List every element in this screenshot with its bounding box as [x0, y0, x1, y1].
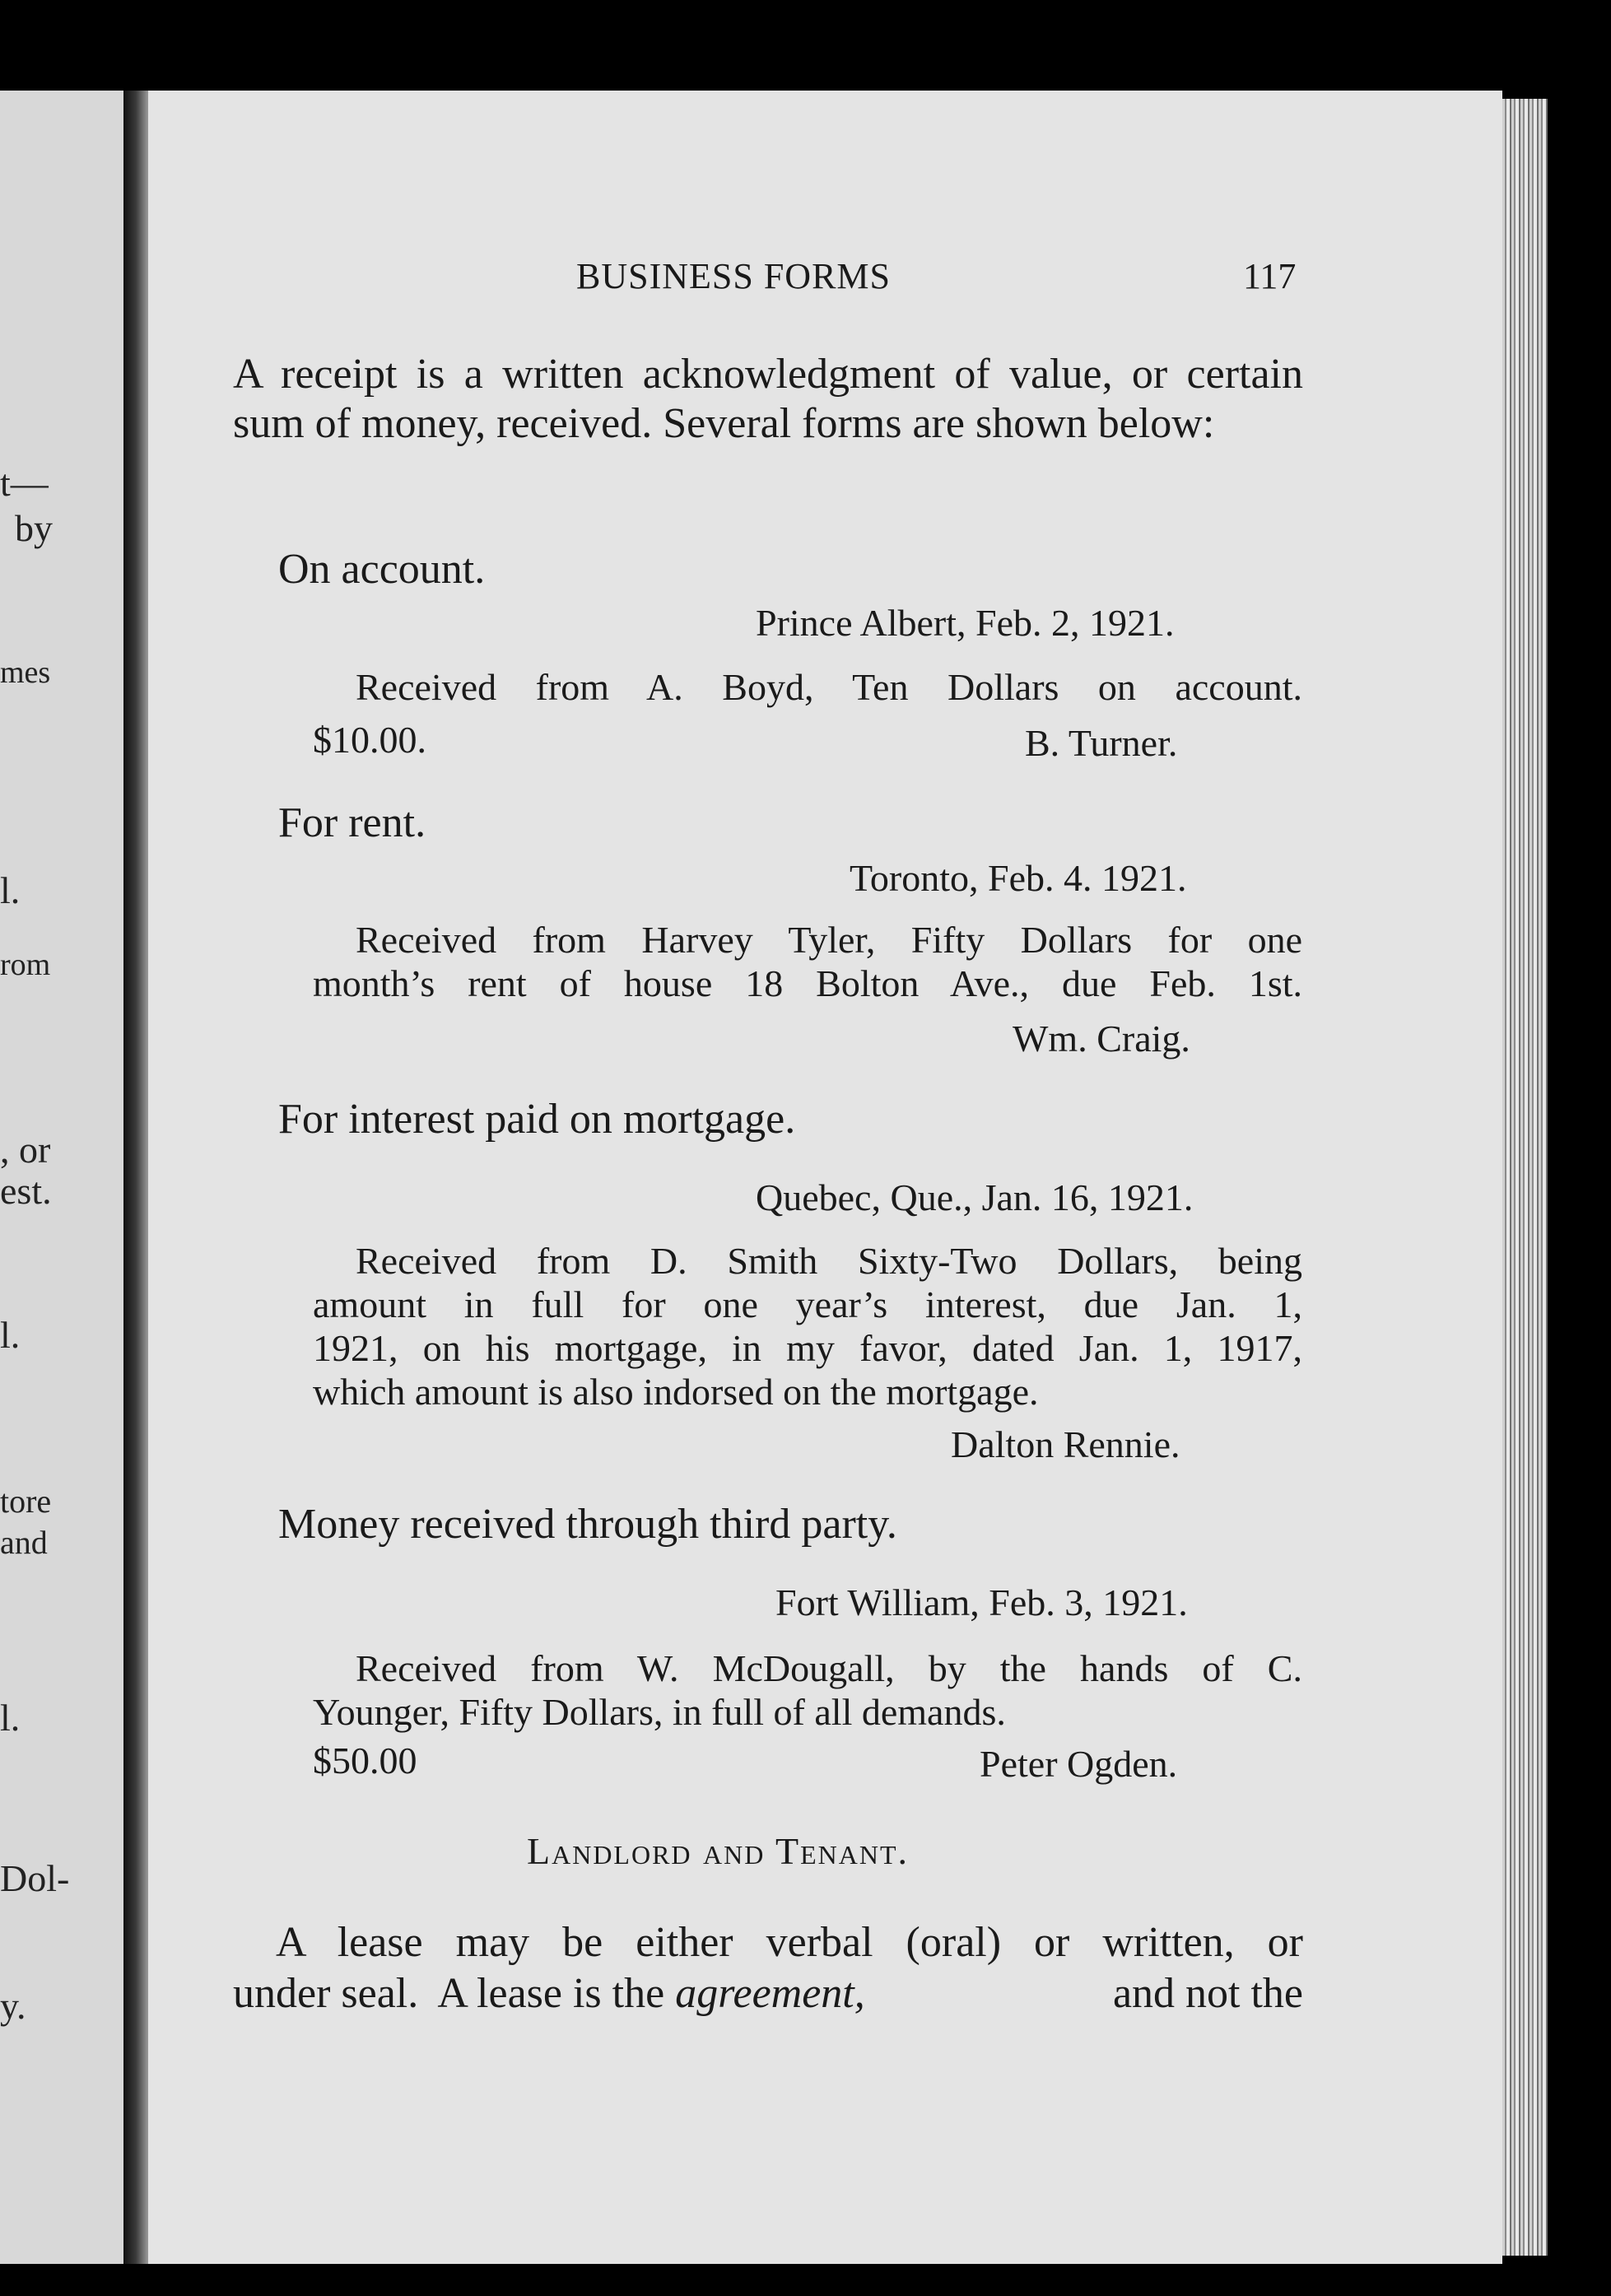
prev-page-fragment: t— [0, 462, 49, 504]
book-gutter [123, 91, 148, 2264]
receipt-place-date: Quebec, Que., Jan. 16, 1921. [756, 1176, 1194, 1218]
receipt-signature: Dalton Rennie. [951, 1423, 1180, 1465]
prev-page-fragment: y. [0, 1985, 26, 2027]
prev-page-fragment: and [0, 1524, 48, 1561]
intro-paragraph: A receipt is a written acknowledgment of value, or certain sum of money, received. Several forms are shown below: [233, 351, 1303, 447]
prev-page-fragment: l. [0, 1697, 21, 1739]
lease-text: under seal. A lease is the [233, 1970, 676, 2017]
prev-page-fragment: , or [0, 1129, 51, 1171]
lease-emphasis: agreement, [675, 1970, 865, 2017]
prev-page-fragment: tore [0, 1483, 52, 1520]
receipt-body-line: 1921, on his mortgage, in my favor, dated Jan. 1, 1917, [313, 1327, 1302, 1369]
receipt-body-line: month’s rent of house 18 Bolton Ave., due Feb. 1st. [313, 962, 1302, 1004]
receipt-place-date: Toronto, Feb. 4. 1921. [850, 857, 1187, 899]
receipt-body-line: Younger, Fifty Dollars, in full of all demands. [313, 1691, 1006, 1733]
prev-page-fragment: by [15, 507, 53, 549]
receipt-body-line: Received from Harvey Tyler, Fifty Dollars for one [356, 919, 1302, 961]
receipt-signature: Peter Ogden. [980, 1743, 1178, 1785]
receipt-heading: For interest paid on mortgage. [278, 1096, 796, 1143]
lease-paragraph-line: A lease may be either verbal (oral) or written, or [276, 1919, 1303, 1966]
previous-page-edge [0, 91, 123, 2264]
prev-page-fragment: l. [0, 1314, 21, 1356]
receipt-heading: On account. [278, 546, 486, 593]
receipt-signature: B. Turner. [1025, 722, 1178, 764]
receipt-amount: $50.00 [313, 1739, 417, 1781]
receipt-body-line: Received from W. McDougall, by the hands of C. [356, 1647, 1302, 1689]
receipt-amount: $10.00. [313, 719, 426, 761]
page-stack-edge [1502, 99, 1548, 2256]
receipt-body-line: which amount is also indorsed on the mortgage. [313, 1371, 1039, 1413]
receipt-place-date: Fort William, Feb. 3, 1921. [775, 1581, 1188, 1623]
receipt-place-date: Prince Albert, Feb. 2, 1921. [756, 602, 1175, 644]
lease-paragraph-line [233, 1969, 1303, 2018]
prev-page-fragment: est. [0, 1170, 52, 1212]
lease-text-end: and not the [1101, 1970, 1303, 2017]
prev-page-fragment: l. [0, 869, 21, 911]
prev-page-fragment: mes [0, 655, 51, 690]
receipt-heading: Money received through third party. [278, 1501, 897, 1548]
section-heading: Landlord and Tenant. [527, 1830, 910, 1872]
page-number: 117 [1243, 256, 1297, 296]
prev-page-fragment: Dol- [0, 1857, 70, 1899]
running-header: BUSINESS FORMS [576, 256, 892, 296]
prev-page-fragment: rom [0, 948, 51, 982]
receipt-body-line: amount in full for one year’s interest, due Jan. 1, [313, 1283, 1302, 1325]
receipt-body-line: Received from A. Boyd, Ten Dollars on account. [356, 666, 1302, 708]
receipt-heading: For rent. [278, 799, 426, 846]
receipt-signature: Wm. Craig. [1013, 1018, 1190, 1060]
receipt-body-line: Received from D. Smith Sixty-Two Dollars, being [356, 1240, 1302, 1282]
